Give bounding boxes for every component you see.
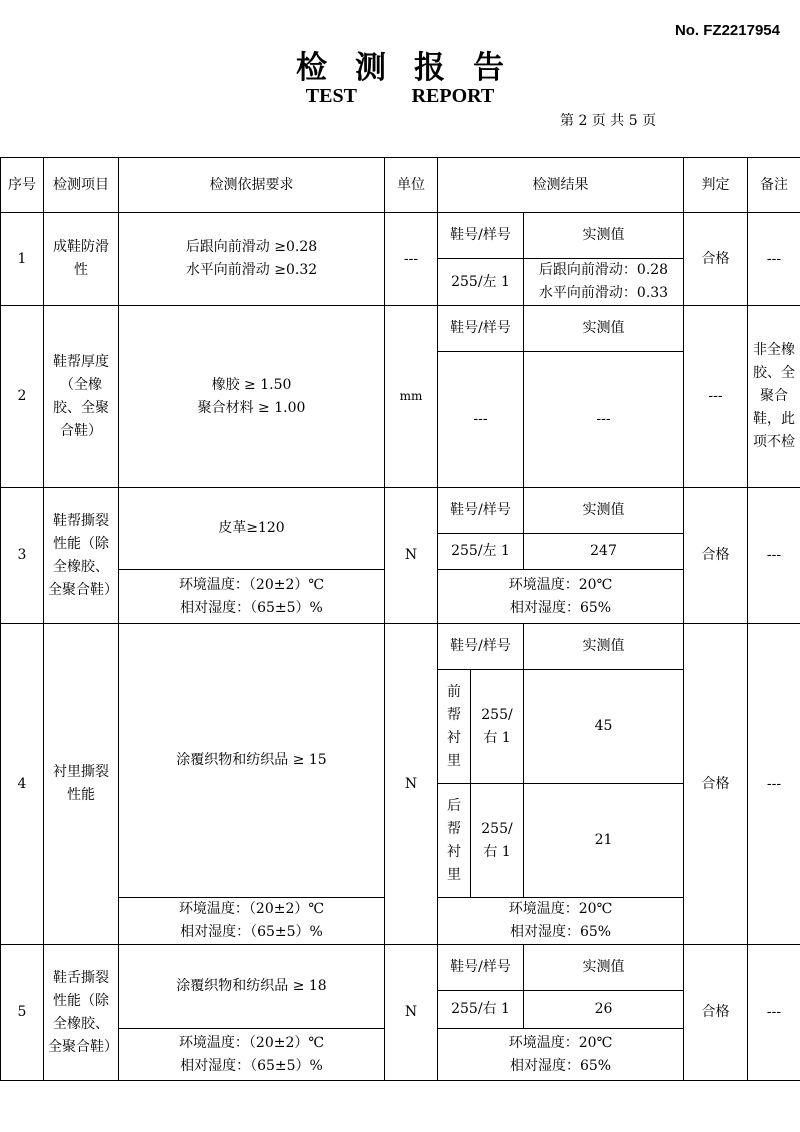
row-number: 5 (1, 945, 44, 1081)
sample-id: 255/右 1 (438, 991, 524, 1029)
judgement: --- (684, 306, 748, 488)
table-header-row (1, 158, 800, 213)
environment-requirement (119, 1029, 385, 1081)
test-item: 鞋帮厚度（全橡胶、全聚合鞋） (44, 306, 119, 488)
page-indicator: 第 2 页 共 5 页 (560, 113, 657, 129)
environment-actual (438, 1029, 684, 1081)
remark: --- (748, 945, 800, 1081)
requirement-line: 后跟向前滑动 ≥0.28 (185, 239, 318, 255)
report-number: No. FZ2217954 (674, 22, 780, 39)
shoe-size-label: 鞋号/样号 (438, 213, 524, 259)
judgement: 合格 (684, 213, 748, 306)
test-item: 衬里撕裂性能 (44, 624, 119, 945)
measured-value: 247 (524, 534, 684, 570)
sample-id: 255/左 1 (438, 534, 524, 570)
header-result: 检测结果 (438, 158, 684, 213)
table-row (1, 213, 800, 259)
judgement: 合格 (684, 945, 748, 1081)
requirement-line: 橡胶 ≥ 1.50 (211, 376, 292, 393)
row-number: 4 (1, 624, 44, 945)
measured-value-label: 实测值 (524, 624, 684, 670)
sample-id: 255/右 1 (471, 670, 524, 784)
requirement-line: 聚合材料 ≥ 1.00 (197, 399, 306, 416)
requirement: 涂覆织物和纺织品 ≥ 18 (119, 945, 385, 1029)
env-temperature-requirement: 环境温度：（20±2）℃ (178, 1034, 325, 1051)
header-requirement: 检测依据要求 (119, 158, 385, 213)
env-humidity-requirement: 相对湿度：（65±5）% (180, 924, 323, 940)
measured-value-line: 水平向前滑动：0.33 (538, 285, 669, 301)
header-item: 检测项目 (44, 158, 119, 213)
env-temperature-actual: 环境温度：20℃ (508, 901, 613, 917)
measured-value-line: 后跟向前滑动：0.28 (538, 262, 669, 278)
remark: --- (748, 213, 800, 306)
requirement-line: 水平向前滑动 ≥0.32 (185, 262, 318, 278)
measured-value-label: 实测值 (524, 488, 684, 534)
shoe-size-label: 鞋号/样号 (438, 945, 524, 991)
env-temperature-requirement: 环境温度：（20±2）℃ (178, 901, 325, 917)
judgement: 合格 (684, 624, 748, 945)
measured-value: 45 (524, 670, 684, 784)
sample-id: 255/左 1 (438, 259, 524, 306)
front-lining-label: 前帮衬里 (438, 670, 471, 784)
requirement: 涂覆织物和纺织品 ≥ 15 (119, 624, 385, 898)
measured-value-label: 实测值 (524, 213, 684, 259)
env-temperature-actual: 环境温度：20℃ (508, 1034, 613, 1051)
env-humidity-actual: 相对湿度：65% (509, 924, 612, 940)
test-item: 鞋帮撕裂性能（除全橡胶、全聚合鞋） (44, 488, 119, 624)
back-lining-label: 后帮衬里 (438, 784, 471, 898)
sample-id: --- (438, 352, 524, 488)
measured-value: 26 (524, 991, 684, 1029)
test-report-table (0, 157, 800, 1081)
environment-requirement (119, 898, 385, 945)
environment-requirement (119, 570, 385, 624)
env-humidity-actual: 相对湿度：65% (509, 1057, 612, 1074)
table-row (1, 624, 800, 670)
env-humidity-actual: 相对湿度：65% (509, 599, 612, 616)
test-item: 鞋舌撕裂性能（除全橡胶、全聚合鞋） (44, 945, 119, 1081)
shoe-size-label: 鞋号/样号 (438, 624, 524, 670)
header-judgement: 判定 (684, 158, 748, 213)
env-temperature-requirement: 环境温度：（20±2）℃ (178, 576, 325, 593)
title-chinese: 检测报告 (296, 50, 532, 86)
env-humidity-requirement: 相对湿度：（65±5）% (180, 1057, 323, 1074)
test-item: 成鞋防滑性 (44, 213, 119, 306)
unit: --- (385, 213, 438, 306)
shoe-size-label: 鞋号/样号 (438, 488, 524, 534)
measured-value: --- (524, 352, 684, 488)
remark: --- (748, 488, 800, 624)
environment-actual (438, 898, 684, 945)
measured-value (524, 259, 684, 306)
table-row (1, 945, 800, 991)
remark: 非全橡胶、全聚合鞋，此项不检 (748, 306, 800, 488)
header-unit: 单位 (385, 158, 438, 213)
requirement (119, 306, 385, 488)
sample-id: 255/右 1 (471, 784, 524, 898)
judgement: 合格 (684, 488, 748, 624)
row-number: 1 (1, 213, 44, 306)
header-seq: 序号 (1, 158, 44, 213)
measured-value-label: 实测值 (524, 306, 684, 352)
row-number: 2 (1, 306, 44, 488)
requirement: 皮革≥120 (119, 488, 385, 570)
env-temperature-actual: 环境温度：20℃ (508, 576, 613, 593)
measured-value: 21 (524, 784, 684, 898)
row-number: 3 (1, 488, 44, 624)
unit: mm (385, 306, 438, 488)
environment-actual (438, 570, 684, 624)
header-remark: 备注 (748, 158, 800, 213)
unit: N (385, 488, 438, 624)
env-humidity-requirement: 相对湿度：（65±5）% (180, 599, 323, 616)
table-row (1, 306, 800, 352)
shoe-size-label: 鞋号/样号 (438, 306, 524, 352)
title-english: TEST REPORT (305, 85, 495, 107)
measured-value-label: 实测值 (524, 945, 684, 991)
requirement (119, 213, 385, 306)
unit: N (385, 945, 438, 1081)
unit: N (385, 624, 438, 945)
table-row (1, 488, 800, 534)
remark: --- (748, 624, 800, 945)
